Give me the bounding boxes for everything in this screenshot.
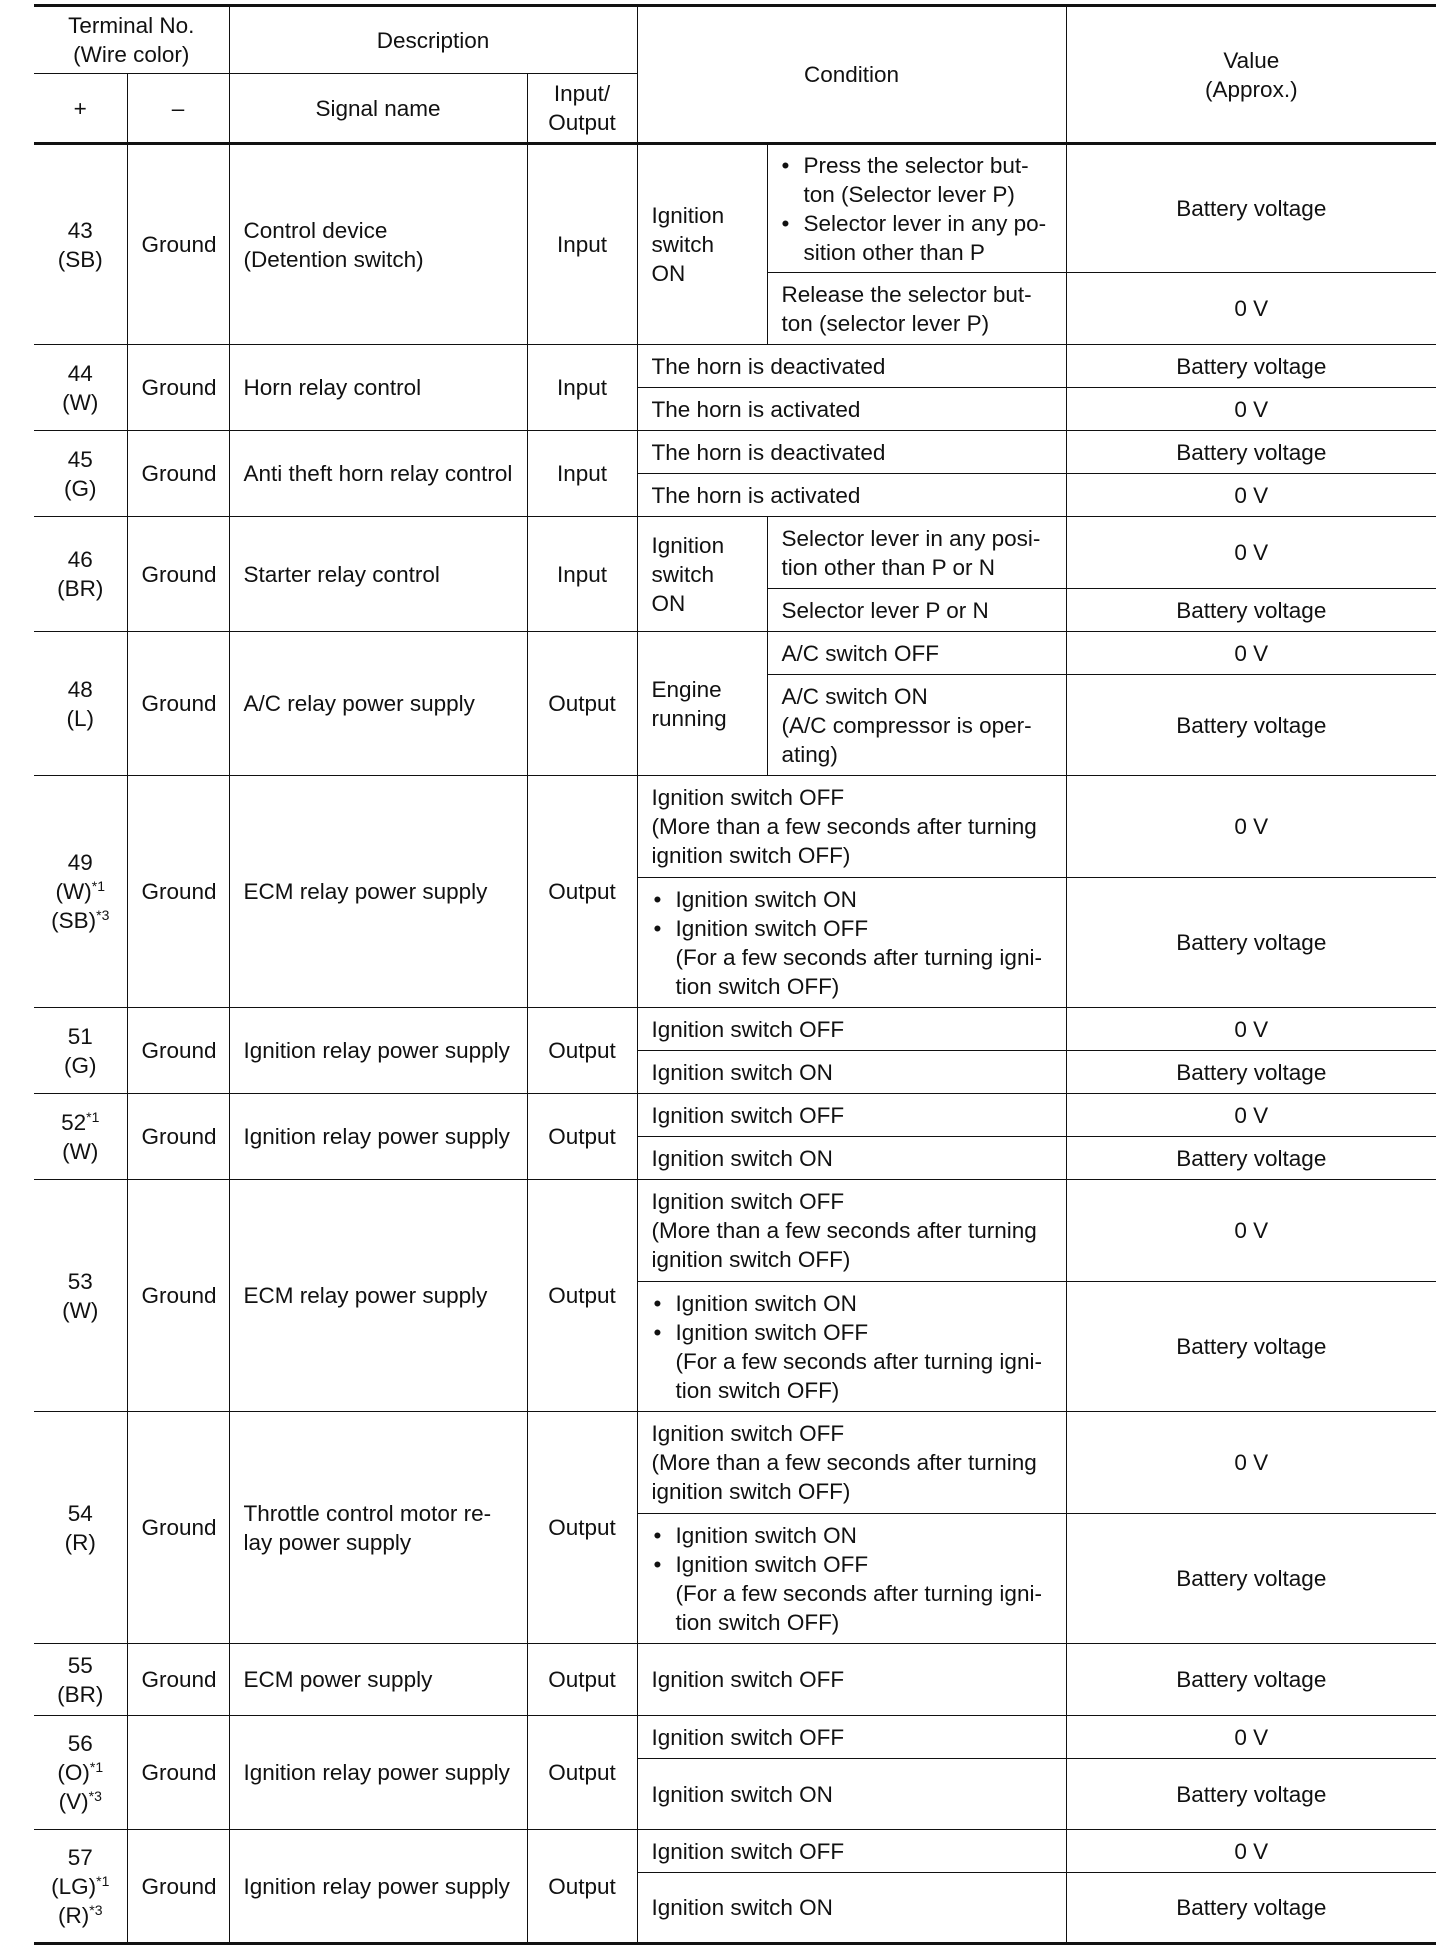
bullet-item	[780, 151, 1060, 209]
condition-cell	[637, 1412, 1066, 1514]
condition-line: • Ignition switch OFF	[675, 1319, 869, 1345]
wire-color-text: (R)	[58, 1902, 90, 1928]
minus-terminal: Ground	[127, 1412, 229, 1644]
condition-cell	[637, 1180, 1066, 1282]
wire-color: (G)	[64, 1052, 97, 1078]
terminal-cell	[34, 345, 127, 431]
condition-line: (A/C compressor is oper-	[781, 712, 1032, 738]
value-cell: 0 V	[1066, 517, 1436, 589]
condition-line: ton (Selector lever P)	[803, 181, 1015, 207]
condition-line: tion other than P or N	[781, 554, 995, 580]
condition-line: • Ignition switch OFF	[675, 1551, 869, 1577]
condition-line: tion switch OFF)	[675, 973, 840, 999]
terminal-number: 51	[67, 1023, 93, 1049]
terminal-cell	[34, 1412, 127, 1644]
terminal-cell	[34, 776, 127, 1008]
condition-line: switch ON	[651, 232, 715, 286]
condition-line: switch ON	[651, 561, 715, 616]
condition-main	[637, 144, 767, 345]
value-cell: 0 V	[1066, 474, 1436, 517]
table-row	[34, 1008, 1436, 1051]
minus-terminal: Ground	[127, 1008, 229, 1094]
signal-name-header: Signal name	[229, 74, 527, 144]
io-cell: Output	[527, 1644, 637, 1716]
condition-cell: Ignition switch OFF	[637, 1094, 1066, 1137]
condition-sub	[767, 273, 1066, 345]
value-cell: Battery voltage	[1066, 878, 1436, 1008]
wire-color: (SB)	[57, 246, 103, 272]
minus-terminal: Ground	[127, 776, 229, 1008]
description-header: Description	[229, 6, 637, 74]
condition-line: Ignition switch OFF	[651, 1189, 845, 1214]
minus-terminal: Ground	[127, 1094, 229, 1180]
signal-line: lay power supply	[243, 1529, 412, 1555]
terminal-number: 56	[67, 1731, 93, 1756]
io-cell: Input	[527, 431, 637, 517]
minus-terminal: Ground	[127, 1180, 229, 1412]
condition-line: ating)	[781, 741, 838, 767]
bullet-item	[652, 914, 1052, 1001]
signal-name: Ignition relay power supply	[229, 1094, 527, 1180]
minus-terminal: Ground	[127, 1830, 229, 1944]
signal-name: ECM power supply	[229, 1644, 527, 1716]
value-cell: Battery voltage	[1066, 589, 1436, 632]
bullet-item	[652, 1550, 1052, 1637]
io-cell: Output	[527, 1008, 637, 1094]
wire-color: (W)	[62, 1297, 99, 1323]
table-row	[34, 1180, 1436, 1282]
condition-sub: Selector lever P or N	[767, 589, 1066, 632]
condition-cell	[637, 878, 1066, 1008]
footnote-mark: *3	[96, 907, 110, 923]
value-cell: Battery voltage	[1066, 1282, 1436, 1412]
table-row	[34, 1716, 1436, 1759]
value-cell: Battery voltage	[1066, 1759, 1436, 1830]
condition-cell: Ignition switch ON	[637, 1137, 1066, 1180]
condition-header: Condition	[637, 6, 1066, 144]
terminal-number: 54	[67, 1500, 93, 1526]
terminal-cell	[34, 632, 127, 776]
condition-line: Ignition switch OFF	[651, 1421, 845, 1446]
condition-cell: Ignition switch OFF	[637, 1008, 1066, 1051]
footnote-mark: *1	[89, 1759, 104, 1775]
value-label: Value	[1223, 47, 1280, 73]
condition-line: ignition switch OFF)	[651, 843, 851, 868]
signal-name: Ignition relay power supply	[229, 1008, 527, 1094]
terminal-number: 44	[67, 360, 93, 386]
table-row	[34, 1412, 1436, 1514]
terminal-cell	[34, 144, 127, 345]
wire-color-text: (O)	[57, 1760, 90, 1785]
signal-name: ECM relay power supply	[229, 776, 527, 1008]
table-row	[34, 345, 1436, 388]
condition-line: • Ignition switch OFF	[675, 915, 869, 941]
condition-line: A/C switch ON	[781, 683, 928, 709]
wire-color-text: (W)	[55, 879, 92, 904]
terminal-cell	[34, 1180, 127, 1412]
wire-color	[48, 1901, 113, 1930]
signal-name: Starter relay control	[229, 517, 527, 632]
condition-sub	[767, 144, 1066, 273]
wire-color: (L)	[66, 705, 94, 731]
footnote-mark: *1	[91, 878, 105, 894]
bullet-item: • Ignition switch ON	[652, 1289, 1052, 1318]
condition-cell: The horn is deactivated	[637, 431, 1066, 474]
wire-color	[48, 1872, 113, 1901]
condition-line: Release the selector but-	[781, 281, 1032, 307]
terminal-number-text: 52	[61, 1109, 87, 1135]
io-cell: Output	[527, 776, 637, 1008]
value-header	[1066, 6, 1436, 144]
table-row	[34, 144, 1436, 273]
terminal-number: 43	[67, 217, 93, 243]
value-cell: Battery voltage	[1066, 431, 1436, 474]
condition-line: (For a few seconds after turning igni-	[675, 1348, 1042, 1374]
io-cell: Output	[527, 632, 637, 776]
terminal-number: 49	[67, 850, 93, 875]
minus-terminal: Ground	[127, 345, 229, 431]
value-cell: Battery voltage	[1066, 1644, 1436, 1716]
value-cell: Battery voltage	[1066, 1873, 1436, 1944]
io-cell: Input	[527, 345, 637, 431]
condition-line: • Press the selector but-	[803, 152, 1029, 178]
input-output-header	[527, 74, 637, 144]
table-row	[34, 632, 1436, 675]
bullet-item	[780, 209, 1060, 267]
terminal-cell	[34, 1830, 127, 1944]
wire-color-text: (SB)	[51, 908, 97, 933]
value-cell: 0 V	[1066, 1180, 1436, 1282]
minus-terminal: Ground	[127, 144, 229, 345]
io-cell: Output	[527, 1094, 637, 1180]
condition-cell	[637, 1282, 1066, 1412]
plus-header: +	[34, 74, 127, 144]
wire-color: (BR)	[57, 1681, 104, 1707]
value-cell: Battery voltage	[1066, 1137, 1436, 1180]
value-cell: Battery voltage	[1066, 345, 1436, 388]
io-cell: Output	[527, 1412, 637, 1644]
condition-cell: Ignition switch ON	[637, 1759, 1066, 1830]
minus-header: –	[127, 74, 229, 144]
condition-line: Engine	[651, 676, 722, 702]
signal-name: Ignition relay power supply	[229, 1830, 527, 1944]
value-cell: 0 V	[1066, 632, 1436, 675]
bullet-item	[652, 1318, 1052, 1405]
footnote-mark: *1	[96, 1872, 110, 1889]
wire-color	[48, 1787, 113, 1816]
value-cell: 0 V	[1066, 1412, 1436, 1514]
signal-line: Control device	[243, 217, 388, 243]
terminal-no-label: Terminal No.	[68, 13, 195, 38]
condition-sub	[767, 517, 1066, 589]
input-label: Input/	[553, 81, 611, 106]
terminal-cell	[34, 431, 127, 517]
io-cell: Input	[527, 144, 637, 345]
wire-color: (R)	[64, 1529, 96, 1555]
condition-line: tion switch OFF)	[675, 1377, 840, 1403]
wire-color: (W)	[62, 389, 99, 415]
value-cell: 0 V	[1066, 1716, 1436, 1759]
condition-cell: Ignition switch OFF	[637, 1830, 1066, 1873]
output-label: Output	[548, 110, 616, 135]
wire-color-text: (LG)	[51, 1873, 97, 1899]
terminal-number: 46	[67, 547, 93, 572]
value-cell: 0 V	[1066, 1830, 1436, 1873]
signal-name: Horn relay control	[229, 345, 527, 431]
condition-main	[637, 632, 767, 776]
minus-terminal: Ground	[127, 632, 229, 776]
condition-line: (For a few seconds after turning igni-	[675, 944, 1042, 970]
value-cell: Battery voltage	[1066, 144, 1436, 273]
condition-line: Ignition	[651, 532, 725, 558]
terminal-cell	[34, 1094, 127, 1180]
signal-line: (Detention switch)	[243, 246, 424, 272]
condition-cell: Ignition switch OFF	[637, 1716, 1066, 1759]
bullet-item: • Ignition switch ON	[652, 1521, 1052, 1550]
table-row	[34, 1644, 1436, 1716]
wire-color-label: (Wire color)	[73, 42, 190, 67]
signal-name	[229, 1412, 527, 1644]
value-cell: 0 V	[1066, 1008, 1436, 1051]
wire-color: (G)	[64, 475, 97, 501]
condition-cell	[637, 1514, 1066, 1644]
io-cell: Output	[527, 1180, 637, 1412]
header-row-1	[34, 6, 1436, 74]
bullet-item: • Ignition switch ON	[652, 885, 1052, 914]
condition-cell: The horn is deactivated	[637, 345, 1066, 388]
signal-name: Ignition relay power supply	[229, 1716, 527, 1830]
terminal-cell	[34, 1644, 127, 1716]
value-cell: 0 V	[1066, 776, 1436, 878]
approx-label: (Approx.)	[1205, 76, 1298, 102]
minus-terminal: Ground	[127, 1644, 229, 1716]
value-cell: 0 V	[1066, 1094, 1436, 1137]
signal-name: A/C relay power supply	[229, 632, 527, 776]
wire-color: (W)	[62, 1138, 99, 1164]
condition-cell: Ignition switch ON	[637, 1873, 1066, 1944]
condition-sub: A/C switch OFF	[767, 632, 1066, 675]
condition-line: (More than a few seconds after turning	[651, 814, 1037, 839]
condition-cell	[637, 776, 1066, 878]
value-cell: Battery voltage	[1066, 1051, 1436, 1094]
condition-line: tion switch OFF)	[675, 1609, 840, 1635]
terminal-number: 55	[67, 1652, 93, 1678]
terminal-no-header	[34, 6, 229, 74]
condition-line: (More than a few seconds after turning	[651, 1218, 1037, 1243]
condition-line: • Selector lever in any po-	[803, 210, 1047, 236]
terminal-number: 57	[67, 1844, 93, 1870]
terminal-cell	[34, 1008, 127, 1094]
condition-line: running	[651, 705, 727, 731]
value-cell: 0 V	[1066, 388, 1436, 431]
condition-line: Ignition switch OFF	[651, 785, 845, 810]
footnote-mark: *3	[88, 1788, 102, 1804]
condition-sub	[767, 675, 1066, 776]
condition-cell: The horn is activated	[637, 388, 1066, 431]
condition-main	[637, 517, 767, 632]
condition-cell: The horn is activated	[637, 474, 1066, 517]
condition-line: sition other than P	[803, 239, 985, 265]
value-cell: 0 V	[1066, 273, 1436, 345]
signal-line: Throttle control motor re-	[243, 1500, 492, 1526]
condition-cell: Ignition switch OFF	[637, 1644, 1066, 1716]
footnote-mark: *3	[89, 1901, 103, 1918]
condition-line: Ignition	[651, 203, 725, 228]
condition-cell: Ignition switch ON	[637, 1051, 1066, 1094]
table-row	[34, 1094, 1436, 1137]
condition-line: Selector lever in any posi-	[781, 525, 1041, 551]
wire-color: (BR)	[57, 576, 104, 601]
condition-line: ton (selector lever P)	[781, 310, 990, 336]
table-row	[34, 431, 1436, 474]
io-cell: Output	[527, 1716, 637, 1830]
condition-line: (For a few seconds after turning igni-	[675, 1580, 1042, 1606]
condition-line: ignition switch OFF)	[651, 1479, 851, 1504]
footnote-mark: *1	[86, 1108, 100, 1125]
condition-line: (More than a few seconds after turning	[651, 1450, 1037, 1475]
table-row	[34, 776, 1436, 878]
terminal-table	[34, 4, 1436, 1945]
terminal-cell	[34, 517, 127, 632]
signal-name	[229, 144, 527, 345]
value-cell: Battery voltage	[1066, 675, 1436, 776]
terminal-number: 48	[67, 676, 93, 702]
signal-name: Anti theft horn relay control	[229, 431, 527, 517]
wire-color	[48, 1758, 113, 1787]
io-cell: Input	[527, 517, 637, 632]
minus-terminal: Ground	[127, 431, 229, 517]
terminal-cell	[34, 1716, 127, 1830]
wire-color-text: (V)	[58, 1789, 89, 1814]
wire-color	[48, 877, 113, 906]
table-row	[34, 1830, 1436, 1873]
minus-terminal: Ground	[127, 517, 229, 632]
terminal-number: 45	[67, 446, 93, 472]
io-cell: Output	[527, 1830, 637, 1944]
signal-name: ECM relay power supply	[229, 1180, 527, 1412]
minus-terminal: Ground	[127, 1716, 229, 1830]
terminal-number	[48, 1108, 113, 1137]
value-cell: Battery voltage	[1066, 1514, 1436, 1644]
wire-color	[48, 906, 113, 935]
condition-line: ignition switch OFF)	[651, 1247, 851, 1272]
table-row	[34, 517, 1436, 589]
terminal-number: 53	[67, 1268, 93, 1294]
